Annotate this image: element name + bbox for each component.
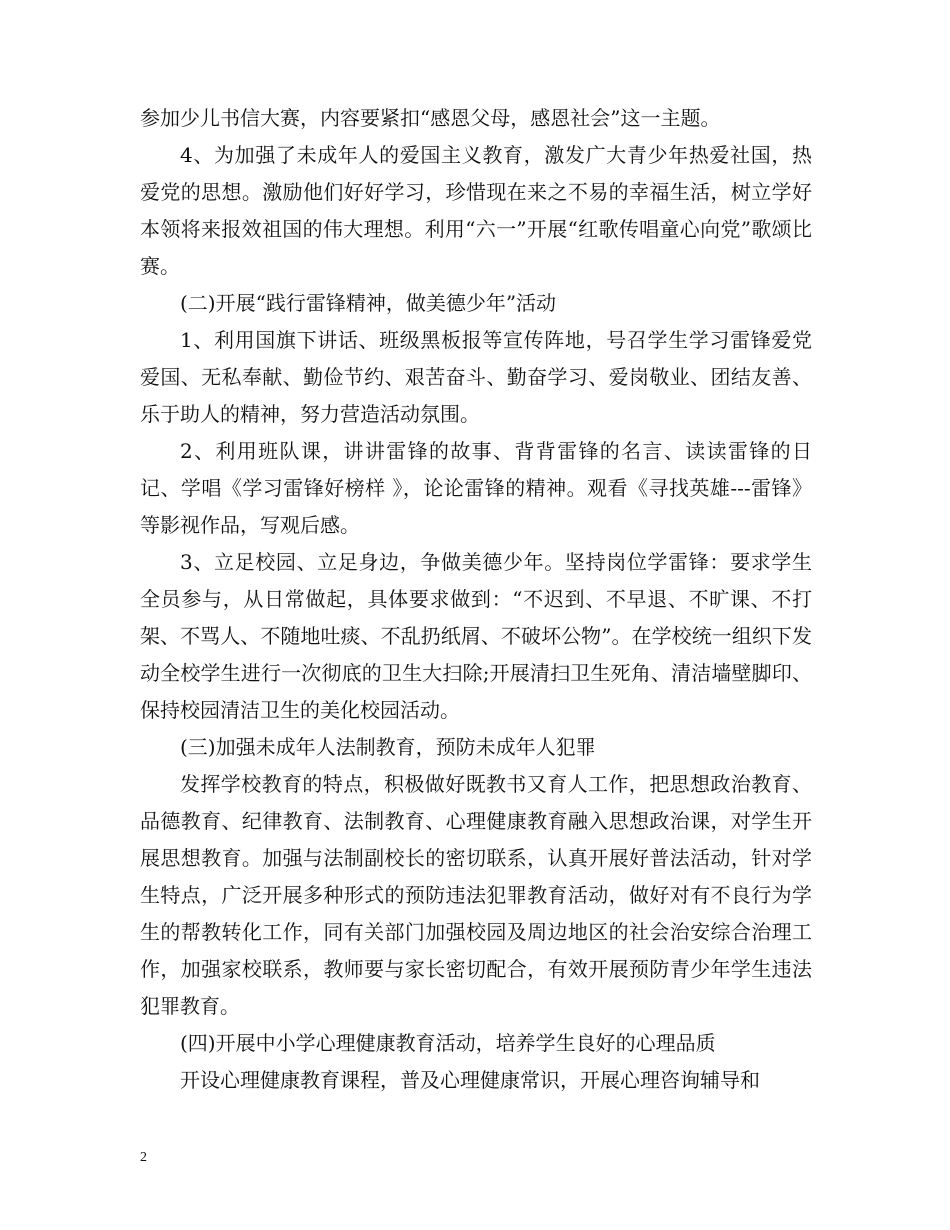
paragraph-mental-health: 开设心理健康教育课程，普及心理健康常识，开展心理咨询辅导和 (180, 1068, 760, 1092)
paragraph-item-2: 2、利用班队课，讲讲雷锋的故事、背背雷锋的名言、读读雷锋的日记、学唱《学习雷锋好榜样 》，论论雷锋的精神。观看《寻找英雄---雷锋》等影视作品，写观后感。 (140, 439, 812, 537)
paragraph-item-3: 3、立足校园、立足身边，争做美德少年。坚持岗位学雷锋：要求学生全员参与，从日常做起，具体要求做到：“不迟到、不早退、不旷课、不打架、不骂人、不随地吐痰、不乱扔纸屑、不破坏公物”。在学校统一组织下发动全校学生进行一次彻底的卫生大扫除;开展清扫卫生死角、清洁墙壁脚印、保持校园清洁卫生的美化校园活动。 (140, 550, 812, 722)
section-heading-3: (三)加强未成年人法制教育，预防未成年人犯罪 (180, 735, 596, 759)
paragraph-item-4: 4、为加强了未成年人的爱国主义教育，激发广大青少年热爱社国，热爱党的思想。激励他们好好学习，珍惜现在来之不易的幸福生活，树立学好本领将来报效祖国的伟大理想。利用“六一”开展“红歌传唱童心向党”歌颂比赛。 (140, 143, 812, 278)
page-number: 2 (140, 1150, 147, 1165)
paragraph-legal-education: 发挥学校教育的特点，积极做好既教书又育人工作，把思想政治教育、品德教育、纪律教育、法制教育、心理健康教育融入思想政治课，对学生开展思想教育。加强与法制副校长的密切联系，认真开展好普法活动，针对学生特点，广泛开展多种形式的预防违法犯罪教育活动，做好对有不良行为学生的帮教转化工作，同有关部门加强校园及周边地区的社会治安综合治理工作，加强家校联系，教师要与家长密切配合，有效开展预防青少年学生违法犯罪教育。 (140, 772, 812, 1018)
section-heading-4: (四)开展中小学心理健康教育活动，培养学生良好的心理品质 (180, 1031, 716, 1055)
section-heading-2: (二)开展“践行雷锋精神，做美德少年”活动 (180, 291, 557, 315)
body-text (140, 100, 812, 1099)
paragraph-item-1: 1、利用国旗下讲话、班级黑板报等宣传阵地，号召学生学习雷锋爱党爱国、无私奉献、勤俭节约、艰苦奋斗、勤奋学习、爱岗敬业、团结友善、乐于助人的精神，努力营造活动氛围。 (140, 328, 812, 426)
paragraph-continuation: 参加少儿书信大赛，内容要紧扣“感恩父母，感恩社会”这一主题。 (140, 106, 721, 130)
